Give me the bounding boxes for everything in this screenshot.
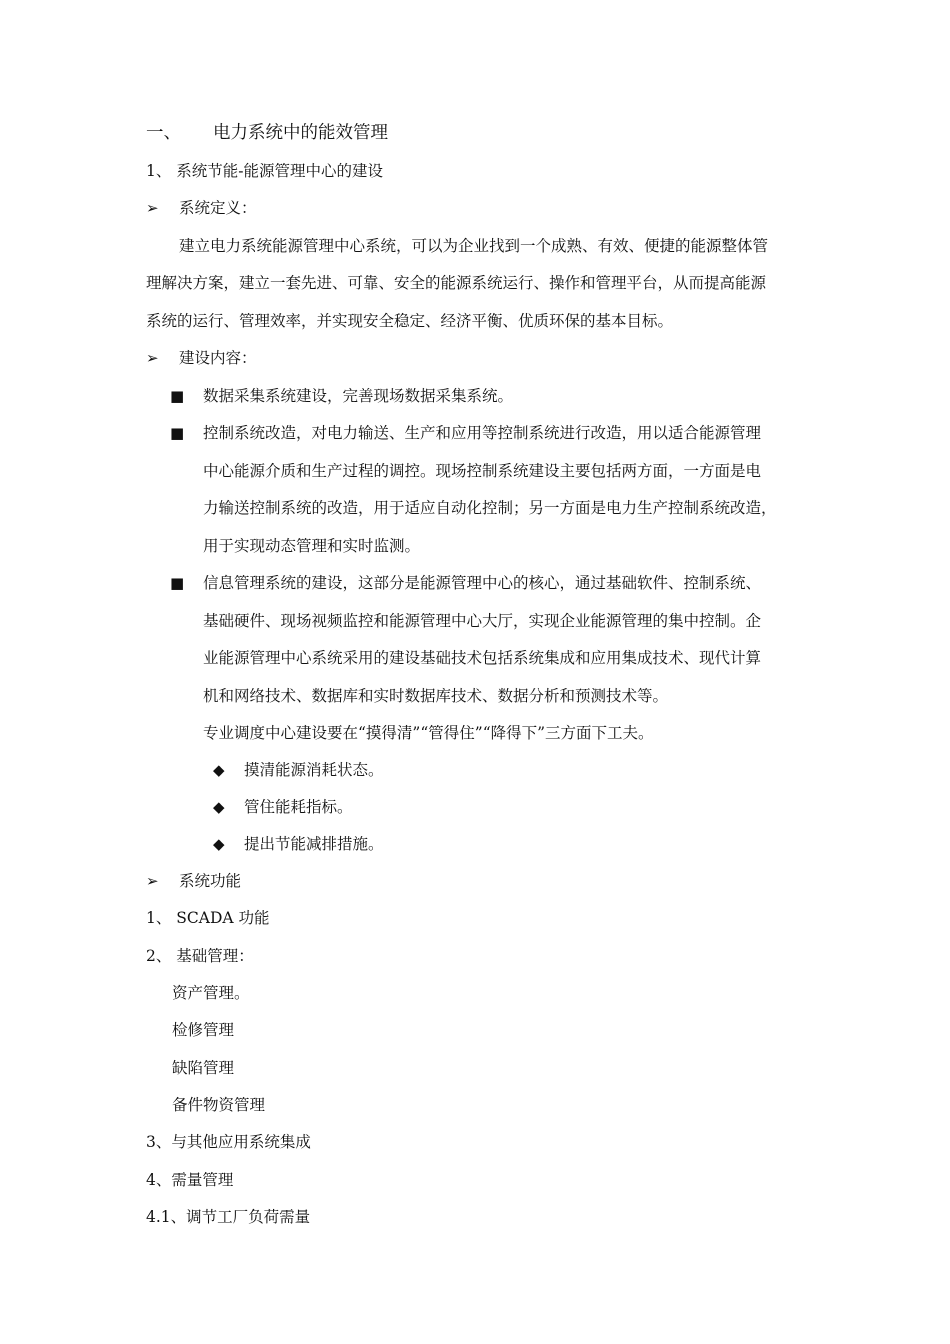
scheduling-note: 专业调度中心建设要在“摸得清”“管得住”“降得下”三方面下工夫。 bbox=[203, 724, 654, 742]
arrow-bullet-icon: ➢ bbox=[146, 349, 159, 367]
function-item: 2、 基础管理： bbox=[146, 947, 254, 965]
content-item-line: 用于实现动态管理和实时监测。 bbox=[203, 537, 421, 555]
heading-title: 电力系统中的能效管理 bbox=[213, 123, 388, 143]
section-title: 1、 系统节能-能源管理中心的建设 bbox=[146, 162, 384, 180]
function-item: 1、 SCADA 功能 bbox=[146, 909, 270, 927]
content-item-line: 数据采集系统建设，完善现场数据采集系统。 bbox=[203, 387, 514, 405]
diamond-bullet-icon: ◆ bbox=[213, 761, 225, 779]
function-item: 3、与其他应用系统集成 bbox=[146, 1133, 311, 1151]
content-item-line: 信息管理系统的建设，这部分是能源管理中心的核心，通过基础软件、控制系统、 bbox=[203, 574, 762, 592]
function-item: 4.1、调节工厂负荷需量 bbox=[146, 1208, 311, 1226]
diamond-bullet-icon: ◆ bbox=[213, 835, 225, 853]
content-label: 建设内容： bbox=[179, 349, 257, 367]
function-item: 4、需量管理 bbox=[146, 1171, 234, 1189]
square-bullet-icon: ■ bbox=[170, 424, 185, 442]
basic-management-item: 资产管理。 bbox=[172, 984, 250, 1002]
diamond-bullet-icon: ◆ bbox=[213, 798, 225, 816]
basic-management-item: 检修管理 bbox=[172, 1021, 235, 1039]
definition-line: 建立电力系统能源管理中心系统，可以为企业找到一个成熟、有效、便捷的能源整体管 bbox=[179, 237, 769, 255]
definition-label: 系统定义： bbox=[179, 199, 257, 217]
definition-line: 系统的运行、管理效率，并实现安全稳定、经济平衡、优质环保的基本目标。 bbox=[146, 312, 674, 330]
arrow-bullet-icon: ➢ bbox=[146, 872, 159, 890]
content-item-line: 基础硬件、现场视频监控和能源管理中心大厅，实现企业能源管理的集中控制。企 bbox=[203, 612, 762, 630]
arrow-bullet-icon: ➢ bbox=[146, 199, 159, 217]
content-item-line: 中心能源介质和生产过程的调控。现场控制系统建设主要包括两方面，一方面是电 bbox=[203, 462, 762, 480]
content-item-line: 机和网络技术、数据库和实时数据库技术、数据分析和预测技术等。 bbox=[203, 687, 669, 705]
square-bullet-icon: ■ bbox=[170, 387, 185, 405]
functions-label: 系统功能 bbox=[179, 872, 242, 890]
sub-item: 提出节能减排措施。 bbox=[244, 835, 384, 853]
content-item-line: 业能源管理中心系统采用的建设基础技术包括系统集成和应用集成技术、现代计算 bbox=[203, 649, 762, 667]
content-item-line: 力输送控制系统的改造，用于适应自动化控制；另一方面是电力生产控制系统改造， bbox=[203, 499, 777, 517]
sub-item: 摸清能源消耗状态。 bbox=[244, 761, 384, 779]
content-item-line: 控制系统改造，对电力输送、生产和应用等控制系统进行改造，用以适合能源管理 bbox=[203, 424, 762, 442]
basic-management-item: 备件物资管理 bbox=[172, 1096, 266, 1114]
definition-line: 理解决方案，建立一套先进、可靠、安全的能源系统运行、操作和管理平台，从而提高能源 bbox=[146, 274, 767, 292]
square-bullet-icon: ■ bbox=[170, 574, 185, 592]
sub-item: 管住能耗指标。 bbox=[244, 798, 353, 816]
heading-number: 一、 bbox=[146, 123, 181, 143]
basic-management-item: 缺陷管理 bbox=[172, 1059, 235, 1077]
